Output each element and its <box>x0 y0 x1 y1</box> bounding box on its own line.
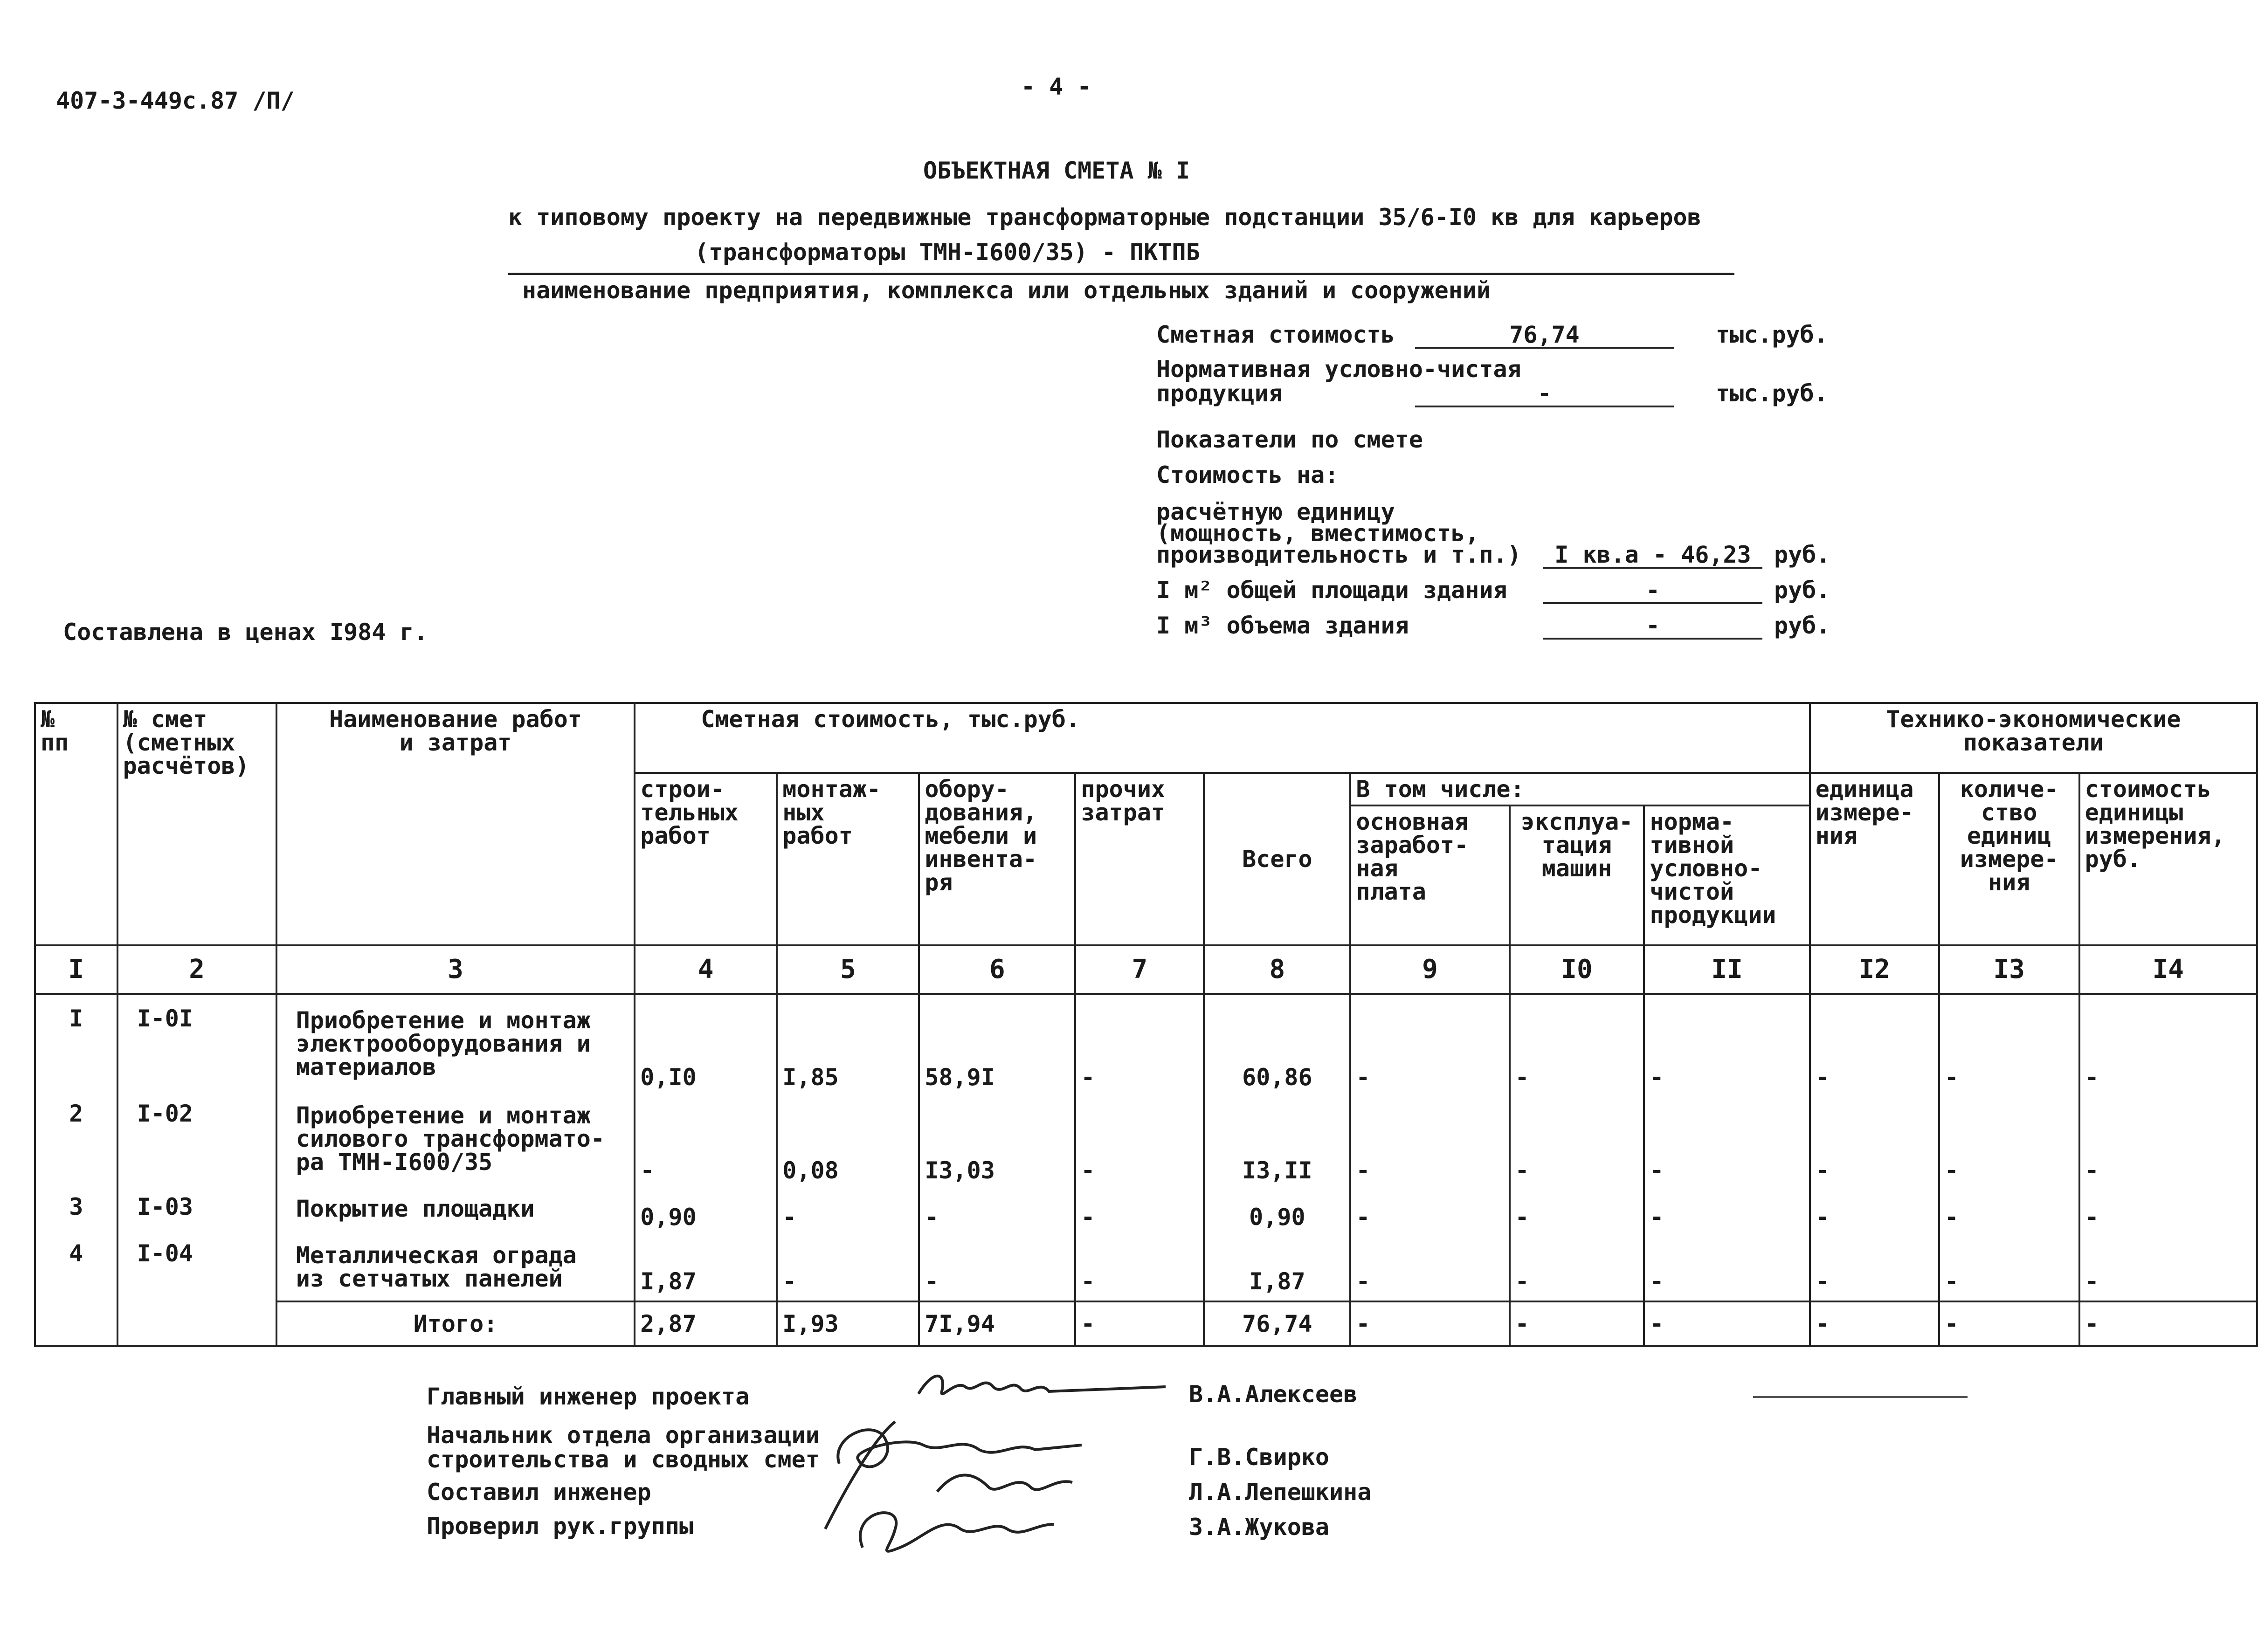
signature-name: Г.В.Свирко <box>1189 1444 1330 1471</box>
header-estimated-cost: Сметная стоимость, тыс.руб. <box>635 703 1809 773</box>
wages-value: - <box>1350 1190 1509 1236</box>
total-construction: 2,87 <box>635 1301 777 1346</box>
signature-alekseev <box>914 1366 1175 1408</box>
total-cost: 0,90 <box>1204 1190 1350 1236</box>
header-unit-count: количе- ство единиц измере- ния <box>1939 773 2079 945</box>
column-number: 9 <box>1350 945 1509 994</box>
header-net-output: норма- тивной условно- чистой продукции <box>1644 805 1809 945</box>
net-output-value: - <box>1644 1190 1809 1236</box>
net-output-value: - <box>1644 1236 1809 1301</box>
unit-count-value: - <box>1939 1190 2079 1236</box>
total-row-blank <box>35 1301 117 1346</box>
total-row-blank <box>117 1301 276 1346</box>
header-equipment: обору- дования, мебели и инвента- ря <box>919 773 1075 945</box>
unit-count-value: - <box>1939 994 2079 1096</box>
column-number: I0 <box>1510 945 1644 994</box>
signature-role: Начальник отдела организации строительства и сводных смет <box>427 1422 820 1473</box>
equipment-cost: - <box>919 1190 1075 1236</box>
column-number: 3 <box>276 945 635 994</box>
header-other: прочих затрат <box>1075 773 1204 945</box>
other-cost: - <box>1075 994 1204 1096</box>
column-number: I <box>35 945 117 994</box>
subtitle-line-1: к типовому проекту на передвижные трансформаторные подстанции 35/6-I0 кв для карьеров <box>508 204 1701 231</box>
other-cost: - <box>1075 1096 1204 1190</box>
construction-cost: I,87 <box>635 1236 777 1301</box>
unit-measure-value: - <box>1810 1190 1939 1236</box>
signature-name: З.А.Жукова <box>1189 1514 1330 1541</box>
header-tech-econ: Технико-экономические показатели <box>1810 703 2257 773</box>
other-cost: - <box>1075 1190 1204 1236</box>
volume-cost-label: I м³ объема здания <box>1156 612 1409 639</box>
header-unit-cost: стоимость единицы измерения, руб. <box>2079 773 2257 945</box>
table-row <box>35 994 2257 1096</box>
equipment-cost: I3,03 <box>919 1096 1075 1190</box>
installation-cost: - <box>777 1190 919 1236</box>
area-cost-value: - <box>1543 578 1762 604</box>
column-number: 4 <box>635 945 777 994</box>
total-unit-count: - <box>1939 1301 2079 1346</box>
page-number: - 4 - <box>1021 73 1091 100</box>
header-installation: монтаж- ных работ <box>777 773 919 945</box>
work-name: Приобретение и монтаж электрооборудования и материалов <box>276 994 635 1096</box>
total-other: - <box>1075 1301 1204 1346</box>
equipment-cost: 58,9I <box>919 994 1075 1096</box>
unit-cost-label-1: расчётную единицу <box>1156 498 1395 525</box>
normative-output-unit: тыс.руб. <box>1716 380 1828 407</box>
column-number: I4 <box>2079 945 2257 994</box>
total-equipment: 7I,94 <box>919 1301 1075 1346</box>
signature-role: Проверил рук.группы <box>427 1513 693 1540</box>
installation-cost: I,85 <box>777 994 919 1096</box>
header-construction: строи- тельных работ <box>635 773 777 945</box>
machines-value: - <box>1510 1236 1644 1301</box>
signature-role: Составил инженер <box>427 1479 651 1506</box>
total-machines: - <box>1510 1301 1644 1346</box>
total-unit-measure: - <box>1810 1301 1939 1346</box>
column-number: I2 <box>1810 945 1939 994</box>
column-number: 7 <box>1075 945 1204 994</box>
work-name: Приобретение и монтаж силового трансформато- ра ТМН-I600/35 <box>276 1096 635 1190</box>
construction-cost: 0,I0 <box>635 994 777 1096</box>
unit-count-value: - <box>1939 1096 2079 1190</box>
row-number: I <box>35 994 117 1096</box>
signature-name: Л.А.Лепешкина <box>1189 1479 1372 1506</box>
header-row-number: № пп <box>35 703 117 945</box>
prices-note: Составлена в ценах I984 г. <box>63 619 428 646</box>
row-number: 3 <box>35 1190 117 1236</box>
subtitle-caption: наименование предприятия, комплекса или отдельных зданий и сооружений <box>522 277 1491 304</box>
unit-measure-value: - <box>1810 994 1939 1096</box>
work-name: Покрытие площадки <box>276 1190 635 1236</box>
total-label: Итого: <box>276 1301 635 1346</box>
header-unit-measure: единица измере- ния <box>1810 773 1939 945</box>
header-including: В том числе: <box>1350 773 1809 805</box>
total-wages: - <box>1350 1301 1509 1346</box>
total-row <box>35 1301 2257 1346</box>
normative-output-label-2: продукция <box>1156 380 1283 407</box>
indicators-label: Показатели по смете <box>1156 426 1423 453</box>
unit-cost-value: - <box>2079 1236 2257 1301</box>
net-output-value: - <box>1644 1096 1809 1190</box>
table-row <box>35 1096 2257 1190</box>
construction-cost: - <box>635 1096 777 1190</box>
document-code: 407-3-449с.87 /П/ <box>56 87 295 114</box>
total-sum: 76,74 <box>1204 1301 1350 1346</box>
estimate-code: I-02 <box>117 1096 276 1190</box>
unit-cost-label-2: (мощность, вместимость, <box>1156 520 1479 547</box>
normative-output-label-1: Нормативная условно-чистая <box>1156 356 1521 383</box>
column-number: 6 <box>919 945 1075 994</box>
total-cost: I3,II <box>1204 1096 1350 1190</box>
subtitle-line-2: (трансформаторы ТМН-I600/35) - ПКТПБ <box>695 239 1200 266</box>
header-machines: эксплуа- тация машин <box>1510 805 1644 945</box>
unit-count-value: - <box>1939 1236 2079 1301</box>
wages-value: - <box>1350 1096 1509 1190</box>
unit-cost-value: - <box>2079 1190 2257 1236</box>
total-cost: I,87 <box>1204 1236 1350 1301</box>
signature-name: В.А.Алексеев <box>1189 1381 1358 1408</box>
unit-measure-value: - <box>1810 1096 1939 1190</box>
area-cost-unit: руб. <box>1774 577 1830 604</box>
table-row <box>35 1236 2257 1301</box>
total-cost: 60,86 <box>1204 994 1350 1096</box>
unit-cost-unit: руб. <box>1774 541 1830 568</box>
unit-measure-value: - <box>1810 1236 1939 1301</box>
cost-on-label: Стоимость на: <box>1156 461 1339 489</box>
row-number: 2 <box>35 1096 117 1190</box>
net-output-value: - <box>1644 994 1809 1096</box>
volume-cost-unit: руб. <box>1774 612 1830 639</box>
machines-value: - <box>1510 1190 1644 1236</box>
volume-cost-value: - <box>1543 613 1762 640</box>
column-number: 2 <box>117 945 276 994</box>
header-wages: основная заработ- ная плата <box>1350 805 1509 945</box>
header-total: Всего <box>1204 773 1350 945</box>
header-estimate-number: № смет (сметных расчётов) <box>117 703 276 945</box>
signature-svirko-lepeshkina-zhukova <box>821 1408 1100 1571</box>
area-cost-label: I м² общей площади здания <box>1156 577 1507 604</box>
machines-value: - <box>1510 1096 1644 1190</box>
estimate-table <box>34 702 2258 1347</box>
total-net-output: - <box>1644 1301 1809 1346</box>
estimated-cost-label: Сметная стоимость <box>1156 321 1395 348</box>
estimated-cost-value: 76,74 <box>1415 323 1674 349</box>
table-row <box>35 1190 2257 1236</box>
unit-cost-label-3: производительность и т.п.) <box>1156 541 1521 568</box>
column-number: 8 <box>1204 945 1350 994</box>
estimate-code: I-04 <box>117 1236 276 1301</box>
signature-role: Главный инженер проекта <box>427 1383 750 1410</box>
work-name: Металлическая ограда из сетчатых панелей <box>276 1236 635 1301</box>
estimated-cost-unit: тыс.руб. <box>1716 321 1828 348</box>
wages-value: - <box>1350 1236 1509 1301</box>
row-number: 4 <box>35 1236 117 1301</box>
wages-value: - <box>1350 994 1509 1096</box>
installation-cost: 0,08 <box>777 1096 919 1190</box>
subtitle-underline <box>508 273 1734 275</box>
total-installation: I,93 <box>777 1301 919 1346</box>
normative-output-value: - <box>1415 381 1674 407</box>
total-unit-cost: - <box>2079 1301 2257 1346</box>
estimate-code: I-03 <box>117 1190 276 1236</box>
machines-value: - <box>1510 994 1644 1096</box>
construction-cost: 0,90 <box>635 1190 777 1236</box>
column-number: II <box>1644 945 1809 994</box>
document-title: ОБЪЕКТНАЯ СМЕТА № I <box>923 157 1190 184</box>
unit-cost-value: I кв.а - 46,23 <box>1543 543 1762 569</box>
signature-line <box>1753 1396 1968 1398</box>
column-number: 5 <box>777 945 919 994</box>
header-work-name: Наименование работ и затрат <box>276 703 635 945</box>
unit-cost-value: - <box>2079 994 2257 1096</box>
equipment-cost: - <box>919 1236 1075 1301</box>
unit-cost-value: - <box>2079 1096 2257 1190</box>
column-number: I3 <box>1939 945 2079 994</box>
estimate-code: I-0I <box>117 994 276 1096</box>
installation-cost: - <box>777 1236 919 1301</box>
other-cost: - <box>1075 1236 1204 1301</box>
